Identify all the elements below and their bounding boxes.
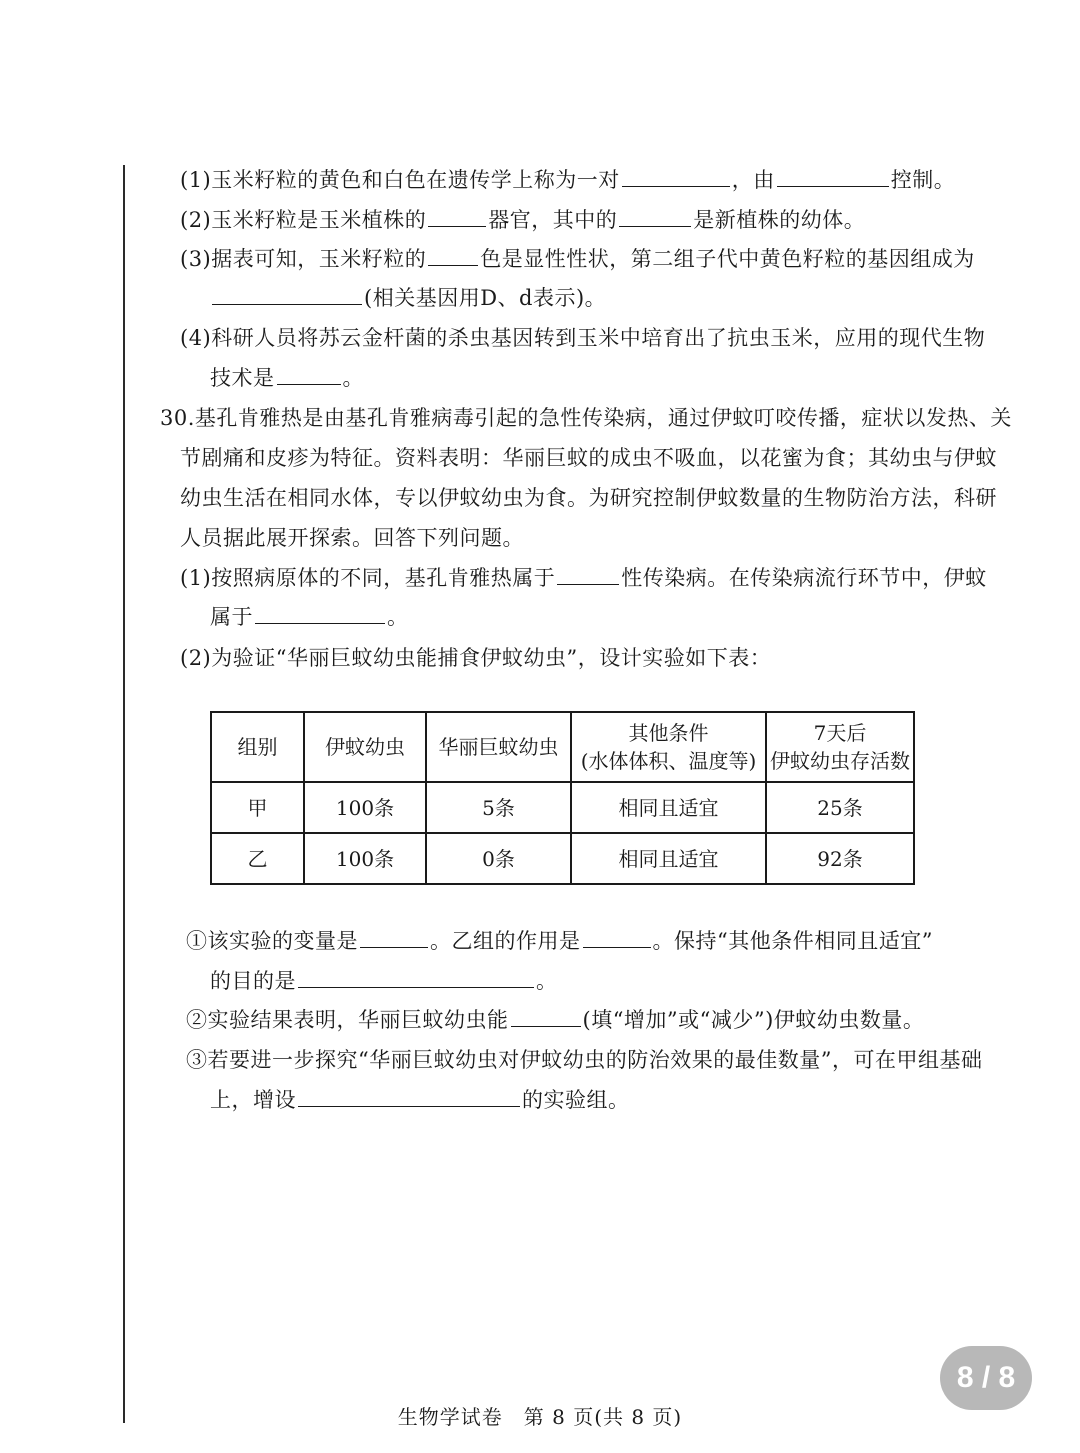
text: 控制。 <box>890 168 956 192</box>
table-cell: 25条 <box>766 782 914 833</box>
text: (1)玉米籽粒的黄色和白色在遗传学上称为一对 <box>180 168 620 192</box>
page-footer: 生物学试卷 第 8 页(共 8 页) <box>397 1405 683 1429</box>
text: 其他条件 <box>628 721 709 745</box>
header-aedes-larvae: 伊蚊幼虫 <box>304 712 426 782</box>
text: (2)玉米籽粒是玉米植株的 <box>180 208 427 232</box>
text: 的实验组。 <box>522 1088 630 1112</box>
answer-blank[interactable] <box>428 247 478 266</box>
text: 。乙组的作用是 <box>430 929 581 953</box>
question-30-1-cont <box>210 603 409 631</box>
answer-blank[interactable] <box>428 208 486 227</box>
question-29-1 <box>180 166 955 194</box>
question-29-3 <box>180 245 975 273</box>
question-30-2-sub2 <box>186 1006 924 1034</box>
table-row <box>211 833 914 884</box>
question-30-1 <box>180 564 987 592</box>
answer-blank[interactable] <box>255 605 385 624</box>
table-cell: 0条 <box>426 833 571 884</box>
question-30-line4: 人员据此展开探索。回答下列问题。 <box>180 526 524 550</box>
answer-blank[interactable] <box>583 929 651 948</box>
question-30-2: (2)为验证“华丽巨蚊幼虫能捕食伊蚊幼虫”，设计实验如下表： <box>180 646 772 670</box>
text: 是新植株的幼体。 <box>693 208 866 232</box>
text: 上，增设 <box>210 1088 296 1112</box>
page-indicator-badge[interactable]: 8 / 8 <box>940 1346 1032 1410</box>
table-cell: 乙 <box>211 833 304 884</box>
question-30-line2: 节剧痛和皮疹为特征。资料表明：华丽巨蚊的成虫不吸血，以花蜜为食；其幼虫与伊蚊 <box>180 446 997 470</box>
answer-blank[interactable] <box>212 286 362 305</box>
table-cell: 相同且适宜 <box>571 833 766 884</box>
table-cell: 92条 <box>766 833 914 884</box>
answer-blank[interactable] <box>619 208 691 227</box>
text: ①该实验的变量是 <box>186 929 358 953</box>
answer-blank[interactable] <box>777 168 889 187</box>
text: (填“增加”或“减少”)伊蚊幼虫数量。 <box>582 1008 925 1032</box>
header-group: 组别 <box>211 712 304 782</box>
text: 伊蚊幼虫存活数 <box>770 749 910 773</box>
answer-blank[interactable] <box>277 366 341 385</box>
text: 。 <box>342 366 364 390</box>
table-cell: 5条 <box>426 782 571 833</box>
question-30-line3: 幼虫生活在相同水体，专以伊蚊幼虫为食。为研究控制伊蚊数量的生物防治方法，科研 <box>180 486 997 510</box>
question-29-4-cont <box>210 364 364 392</box>
text: 7天后 <box>813 721 867 745</box>
text: 。保持“其他条件相同且适宜” <box>652 929 933 953</box>
answer-blank[interactable] <box>511 1008 581 1027</box>
experiment-table <box>210 711 915 885</box>
answer-blank[interactable] <box>622 168 730 187</box>
text: 。 <box>387 605 409 629</box>
question-30-2-sub3 <box>186 1046 982 1074</box>
text: 属于 <box>210 605 253 629</box>
text: (1)按照病原体的不同，基孔肯雅热属于 <box>180 566 556 590</box>
header-other-conditions <box>571 712 766 782</box>
answer-blank[interactable] <box>557 566 619 585</box>
table-cell: 相同且适宜 <box>571 782 766 833</box>
header-survival <box>766 712 914 782</box>
question-29-4 <box>180 324 985 352</box>
text: (4)科研人员将苏云金杆菌的杀虫基因转到玉米中培育出了抗虫玉米，应用的现代生物 <box>180 326 986 350</box>
table-cell: 甲 <box>211 782 304 833</box>
question-30-2-sub1-cont <box>210 967 558 995</box>
question-29-3-cont <box>210 284 606 312</box>
text: (相关基因用D、d表示)。 <box>364 286 607 310</box>
text: 色是显性性状，第二组子代中黄色籽粒的基因组成为 <box>480 247 975 271</box>
answer-blank[interactable] <box>298 1088 520 1107</box>
text: 性传染病。在传染病流行环节中，伊蚊 <box>621 566 987 590</box>
text: ，由 <box>731 168 775 192</box>
text: ③若要进一步探究“华丽巨蚊幼虫对伊蚊幼虫的防治效果的最佳数量”，可在甲组基础 <box>186 1048 983 1072</box>
text: (3)据表可知，玉米籽粒的 <box>180 247 427 271</box>
table-cell: 100条 <box>304 833 426 884</box>
text: 器官，其中的 <box>488 208 618 232</box>
header-toxorhynchites-larvae: 华丽巨蚊幼虫 <box>426 712 571 782</box>
question-30-2-sub1 <box>186 927 933 955</box>
question-30-2-sub3-cont <box>210 1086 630 1114</box>
text: 。 <box>536 969 558 993</box>
answer-blank[interactable] <box>360 929 428 948</box>
question-30-line1: 30.基孔肯雅热是由基孔肯雅病毒引起的急性传染病，通过伊蚊叮咬传播，症状以发热、关 <box>160 406 1012 430</box>
text: ②实验结果表明，华丽巨蚊幼虫能 <box>186 1008 509 1032</box>
table-cell: 100条 <box>304 782 426 833</box>
table-header-row <box>211 712 914 782</box>
question-29-2 <box>180 206 865 234</box>
text: 的目的是 <box>210 969 296 993</box>
table-row <box>211 782 914 833</box>
binding-margin-line <box>123 165 125 1423</box>
answer-blank[interactable] <box>298 969 534 988</box>
text: (水体体积、温度等) <box>580 749 757 773</box>
text: 技术是 <box>210 366 275 390</box>
